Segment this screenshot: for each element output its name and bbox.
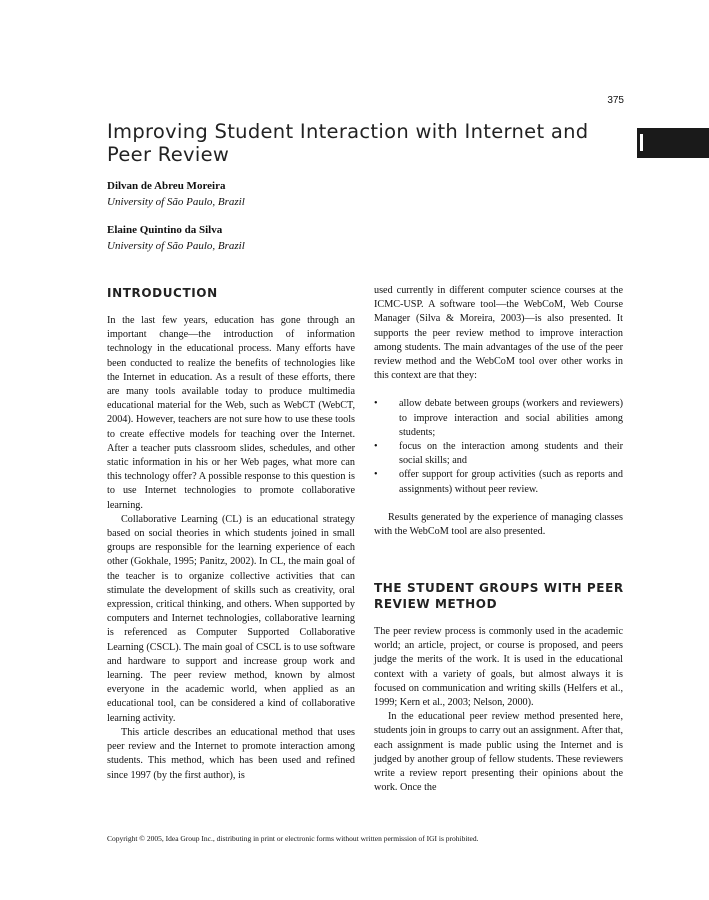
list-item — [374, 440, 623, 468]
intro-paragraph-5: Results generated by the experience of managing classes with the WebCoM tool are also presented. — [374, 511, 623, 538]
student-groups-body — [374, 625, 623, 795]
chapter-tab-notch — [640, 134, 643, 151]
intro-paragraph-1: In the last few years, education has gone through an important change—the introduction of information technology in the educational process. Many efforts have been conducted to realize the benefits of technologies like the Internet in education. As a result of these efforts, there are many tools available today to produce multimedia educational material for the Web, such as WebCT (WebCT, 2004). However, teachers are not sure how to use these tools to create effective models for teaching over the Internet. After a teacher puts classroom slides, schedules, and other static information in his or her Web pages, what more can this technology offer? A possible response to this question is to use Internet technologies to promote collaborative learning. — [107, 315, 355, 511]
list-item — [374, 468, 623, 496]
bullet-icon: • — [374, 441, 378, 453]
left-column — [107, 314, 355, 783]
author-1-name: Dilvan de Abreu Moreira — [107, 180, 226, 192]
intro-paragraph-4: used currently in different computer science courses at the ICMC-USP. A software tool—the WebCoM, Web Course Manager (Silva & Moreira, 2003)—is also presented. It supports the peer review method to improve interaction among students. The main advantages of the use of the peer review method and the WebCoM tool over other works in this context are that they: — [374, 285, 623, 382]
author-1-affiliation: University of São Paulo, Brazil — [107, 196, 245, 208]
introduction-heading: INTRODUCTION — [107, 286, 218, 300]
student-groups-heading: THE STUDENT GROUPS WITH PEER REVIEW METHOD — [374, 581, 624, 611]
intro-paragraph-3: This article describes an educational method that uses peer review and the Internet to promote interaction among students. This method, which has been used and refined since 1997 (by the first author), is — [107, 726, 355, 781]
copyright-footer: Copyright © 2005, Idea Group Inc., distributing in print or electronic forms without written permission of IGI is prohibited. — [107, 834, 479, 843]
student-groups-paragraph-1: The peer review process is commonly used in the academic world; an article, project, or course is proposed, and peers judge the merits of the work. It is used in the educational context with a variety of goals, but almost always it is focused on communication and writing skills (Helfers et al., 1999; Kern et al., 2003; Nelson, 2000). — [374, 626, 623, 709]
author-2-name: Elaine Quintino da Silva — [107, 224, 223, 236]
page-number: 375 — [607, 95, 624, 106]
right-column — [374, 284, 623, 539]
list-item — [374, 397, 623, 440]
student-groups-paragraph-2: In the educational peer review method presented here, students join in groups to carry out an assignment. After that, each assignment is made public using the Internet and is judged by another group of fellow students. These reviewers write a review report presenting their opinions about the work. Once the — [374, 711, 623, 794]
list-item-text: focus on the interaction among students and their social skills; and — [399, 441, 623, 467]
article-title: Improving Student Interaction with Internet and Peer Review — [107, 120, 589, 166]
intro-paragraph-2: Collaborative Learning (CL) is an educational strategy based on social theories in which students joined in small groups are responsible for the learning experience of each other (Gokhale, 1995; Panitz, 2002). In CL, the main goal of the teacher is to organize collective activities that can stimulate the development of skills such as creativity, oral expression, critical thinking, and others. When supported by computers and Internet technologies, collaborative learning is referenced as Computer Supported Collaborative Learning (CSCL). The main goal of CSCL is to use software and hardware to support and increase group work and learning. The peer review method, known by almost everyone in the academic world, when applied as an educational tool, can be considered a kind of collaborative learning activity. — [107, 513, 355, 724]
chapter-tab-marker — [637, 128, 709, 158]
bullet-icon: • — [374, 398, 378, 410]
author-2-affiliation: University of São Paulo, Brazil — [107, 240, 245, 252]
list-item-text: offer support for group activities (such as reports and assignments) without peer review. — [399, 469, 623, 495]
advantages-list — [374, 397, 623, 496]
bullet-icon: • — [374, 469, 378, 481]
list-item-text: allow debate between groups (workers and reviewers) to improve interaction and social abilities among students; — [399, 398, 623, 438]
